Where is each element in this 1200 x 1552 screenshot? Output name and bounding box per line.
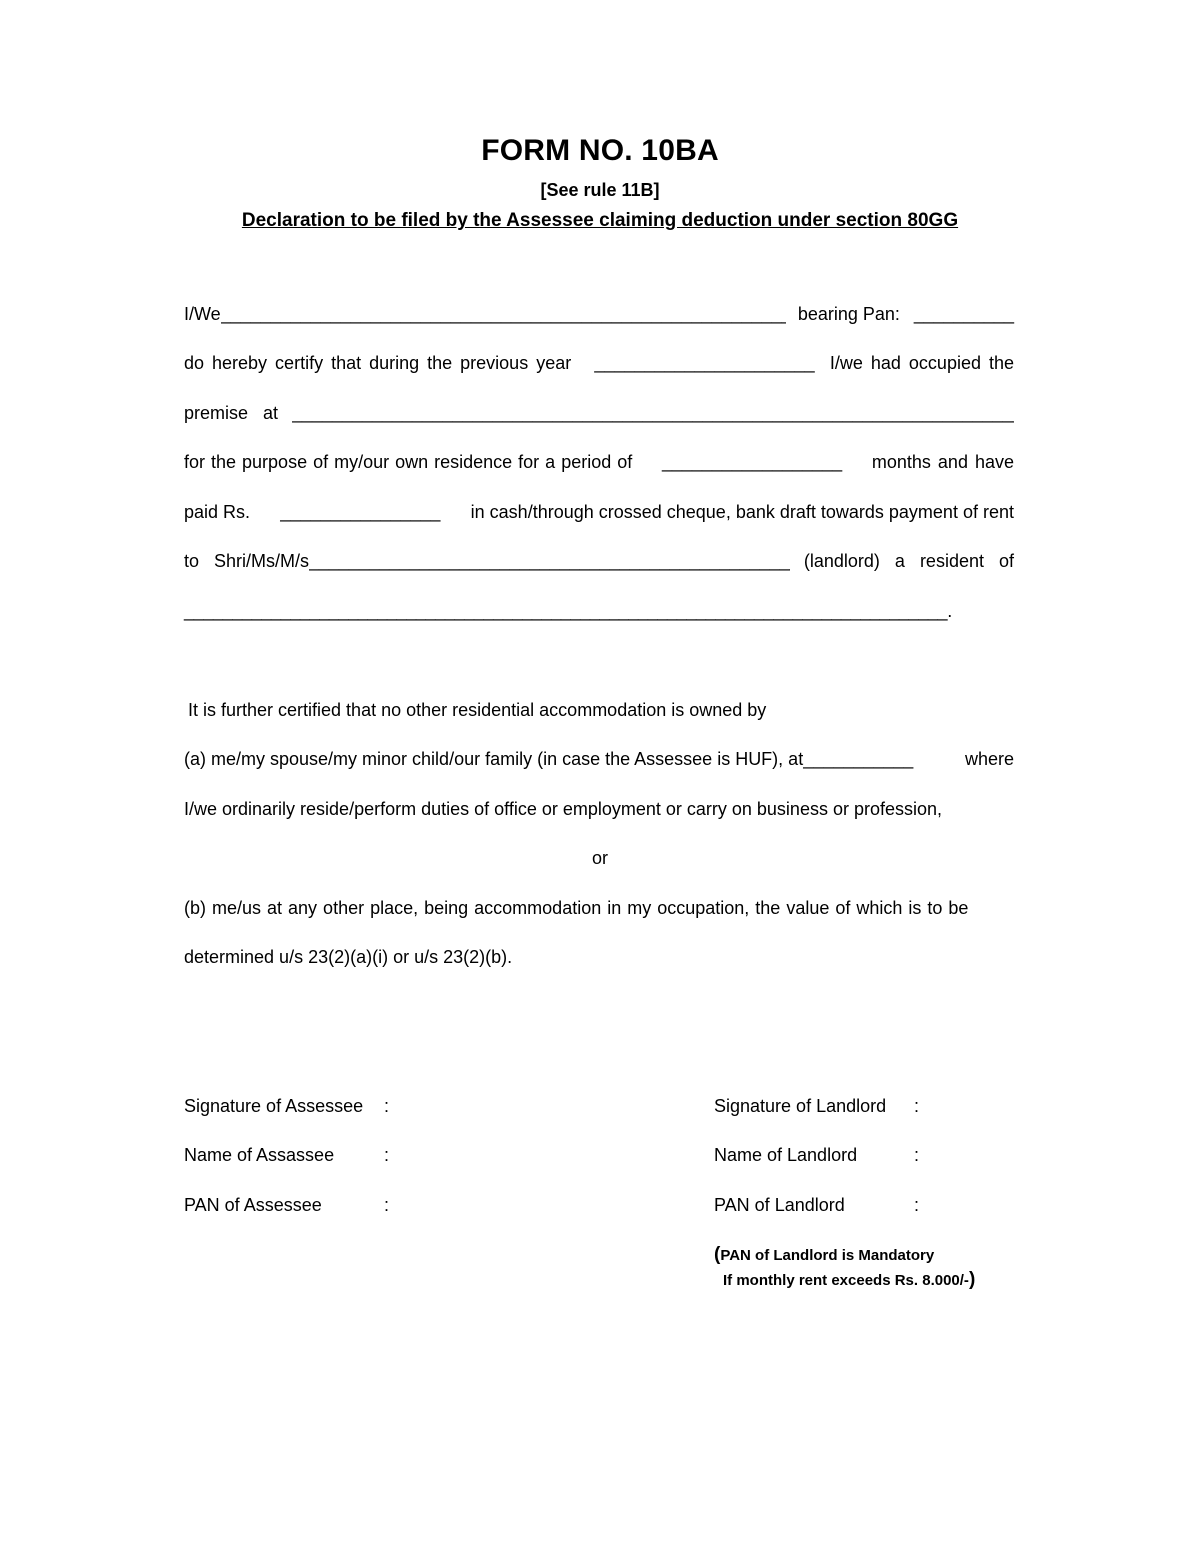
landlord-name-row [714,1143,919,1167]
assessee-signature-label: Signature of Assessee [184,1096,364,1116]
pan-blank: __________ [913,304,1014,324]
certify-text: do hereby certify that during the previous year [184,353,572,373]
months-text: months and have [871,452,1014,472]
clause-a-continuation: I/we ordinarily reside/perform duties of office or employment or carry on business or profession, [184,799,943,819]
note-close-paren: ) [968,1269,976,1290]
bearing-pan-label: bearing Pan: [797,304,900,324]
assessee-pan-row [184,1193,389,1217]
or-separator: or [591,848,608,868]
declaration-line-7 [184,599,1014,623]
landlord-pan-row [714,1193,919,1217]
clause-a-where: where [964,749,1014,769]
note-rent-threshold-text: If monthly rent exceeds Rs. 8.000/- [723,1272,969,1289]
landlord-signature-colon: : [914,1096,920,1116]
assessee-name-label: Name of Assassee [184,1145,335,1165]
premise-blank [292,401,1014,425]
clause-b-line-1 [184,896,1014,920]
rule-reference: [See rule 11B] [540,180,660,200]
clause-a-line-1 [184,747,1014,771]
name-blank [221,302,786,326]
further-certified-line [188,698,1018,722]
paid-rs-label: paid Rs. [184,502,251,522]
previous-year-blank: ______________________ [594,353,815,373]
declaration-line-1 [184,302,1014,326]
declaration-line-3 [184,401,1014,425]
landlord-name-label: Name of Landlord [714,1145,858,1165]
assessee-name-row [184,1143,389,1167]
clause-a-text: (a) me/my spouse/my minor child/our family (in case the Assessee is HUF), at [184,749,804,769]
further-certified-text: It is further certified that no other residential accommodation is owned by [188,700,767,720]
payment-mode-text: in cash/through crossed cheque, bank draft towards payment of rent [470,502,1014,522]
premise-label: premise at [184,403,279,423]
declaration-line-5 [184,500,1014,524]
form-heading: Declaration to be filed by the Assessee claiming deduction under section 80GG [241,210,959,231]
landlord-name-colon: : [914,1145,920,1165]
declaration-line-2 [184,351,1014,375]
clause-a-line-2 [184,797,1014,821]
landlord-pan-note-line-2 [723,1267,975,1293]
assessee-signature-colon: : [384,1096,390,1116]
landlord-resident-text: (landlord) a resident of [803,551,1014,571]
occupied-text: I/we had occupied the [829,353,1014,373]
period-blank: __________________ [661,452,843,472]
landlord-signature-row [714,1094,919,1118]
landlord-name-label: to Shri/Ms/M/s [184,551,310,571]
assessee-pan-colon: : [384,1195,390,1215]
residence-text: for the purpose of my/our own residence for a period of [184,452,633,472]
clause-b-continuation: determined u/s 23(2)(a)(i) or u/s 23(2)(b). [184,947,513,967]
assessee-pan-label: PAN of Assessee [184,1195,322,1215]
iwe-label: I/We [184,304,221,324]
declaration-line-4 [184,450,1014,474]
note-mandatory-text: PAN of Landlord is Mandatory [720,1247,935,1264]
landlord-name-blank [309,549,790,573]
clause-b-line-2 [184,945,1014,969]
form-title: FORM NO. 10BA [481,134,719,167]
assessee-signature-row [184,1094,389,1118]
landlord-pan-label: PAN of Landlord [714,1195,845,1215]
note-open-paren: ( [714,1244,721,1265]
landlord-signature-label: Signature of Landlord [714,1096,887,1116]
amount-blank: ________________ [280,502,441,522]
landlord-address-blank: _______________________________________________________________________________. [184,601,952,621]
declaration-line-6 [184,549,1014,573]
clause-a-blank: ___________ [803,749,914,769]
landlord-pan-note-line-1 [714,1242,934,1268]
landlord-pan-colon: : [914,1195,920,1215]
clause-b-text: (b) me/us at any other place, being accommodation in my occupation, the value of which is to be [184,898,969,918]
assessee-name-colon: : [384,1145,390,1165]
